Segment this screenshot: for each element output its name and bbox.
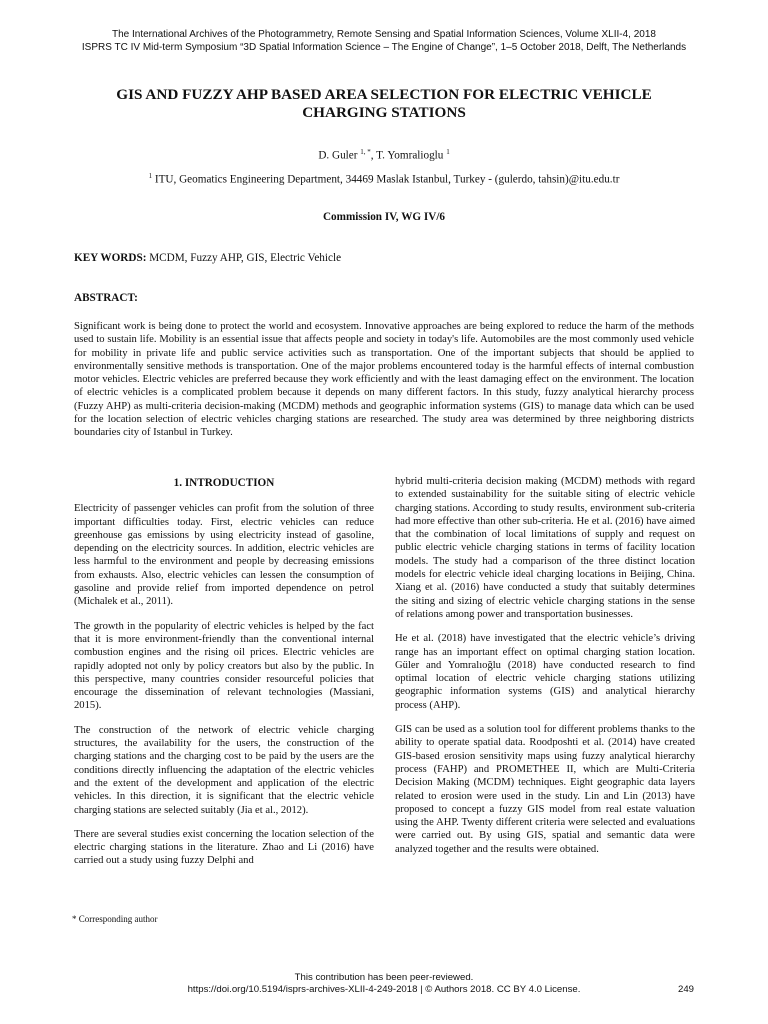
keywords-text: MCDM, Fuzzy AHP, GIS, Electric Vehicle <box>149 252 342 264</box>
abstract-heading: ABSTRACT: <box>74 292 138 304</box>
page-number: 249 <box>678 984 695 995</box>
running-header-line1: The International Archives of the Photogrammetry, Remote Sensing and Spatial Information Sciences, Volume XLII-4, 2018 <box>111 29 656 40</box>
section-heading-introduction: 1. INTRODUCTION <box>173 477 275 489</box>
author-line <box>0 148 768 162</box>
abstract-text: Significant work is being done to protect the world and ecosystem. Innovative approaches are being explored to reduce the harm of the methods used to sustain life. Mobility is an essential issue that affects people and society in today's life. Automobiles are the most commonly used vehicle for mobility in private life and public service activities such as transportation. One of the important subjects that should be applied to environmentally sensitive methods is transportation. One of the major problems encountered today is the harmful effects of internal combustion motor vehicles. Electric vehicles are preferred because they work efficiently and with the least damaging effect on the environment. The location of electric vehicles is a complicated problem because it depends on many different factors. In this study, fuzzy analytical hierarchy process (Fuzzy AHP) as multi-criteria decision-making (MCDM) methods and geographic information systems (GIS) to manage data which can be used for the location selection of electric vehicles charging stations are researched. The study area was determined by three neighboring districts boundaries city of Istanbul in Turkey. <box>74 321 694 439</box>
paragraph: The growth in the popularity of electric vehicles is helped by the fact that it is more environment-friendly than the conventional internal combustion engines and the rising oil prices. Electric vehicles are rapidly adopted not only by policy creators but also by the public. In this perspective, many countries consider resourceful policies that encourage the dissemination of relevant technologies (Massiani, 2015). <box>74 620 374 712</box>
author-separator: , T. Yomralioglu <box>370 149 444 162</box>
affiliation-line <box>0 172 768 186</box>
paragraph: He et al. (2018) have investigated that the electric vehicle’s driving range has an important effect on optimal charging station location. Güler and Yomralıoğlu (2018) have conducted research to find optimal location of electric vehicle charging stations utilizing geographic information systems (GIS) and analytical hierarchy process (AHP). <box>395 633 695 711</box>
author-affiliation-marker: 1, * <box>360 148 371 156</box>
affiliation-text: ITU, Geomatics Engineering Department, 34469 Maslak Istanbul, Turkey - (gulerdo, tahsin)@itu.edu.tr <box>154 173 620 186</box>
paragraph: GIS can be used as a solution tool for different problems thanks to the ability to operate spatial data. Roodposhti et al. (2014) have created GIS-based erosion sensitivity maps using fuzzy analytical hierarchy process (FAHP) and PROMETHEE II, which are Multi-Criteria Decision Making (MCDM) techniques. Eight geographic data layers related to erosion were used in the study. Lin and Lin (2013) have proposed to concept a fuzzy GIS model from real estate valuation using the AHP. Twenty different criteria were selected and evaluations were carried out. By using GIS, spatial and semantic data were analyzed together and the results were obtained. <box>395 724 695 855</box>
footnote-corresponding-author: * Corresponding author <box>72 914 158 924</box>
paragraph: Electricity of passenger vehicles can profit from the solution of three important difficulties today. First, electric vehicles can reduce greenhouse gas emissions by using electricity instead of gasoline, depending on the electricity sources. In addition, electric vehicles are less harmful to the environment and people by decreasing emissions from exhausts. Also, electric vehicles can lessen the consumption of gasoline and provide relief from imported dependence on petrol (Michalek et al., 2011). <box>74 503 374 608</box>
author-affiliation-marker: 1 <box>446 148 450 156</box>
right-column <box>395 475 695 867</box>
left-column <box>74 477 374 879</box>
keywords-line <box>74 252 341 264</box>
commission-line: Commission IV, WG IV/6 <box>322 211 446 223</box>
paragraph: hybrid multi-criteria decision making (MCDM) methods with regard to extended sustainability for the suitable siting of electric vehicle charging stations. According to study results, environment sub-criteria had more effective than other sub-criteria. He et al. (2016) have aimed that the combination of local limitations of supply and request on public electric vehicle charging stations in terms of facility location models. The study had a comparison of the three distinct location models for electric vehicle ideal charging locations in Beijing, China. Xiang et al. (2016) have conducted a study that suitably determines the siting and sizing of electric vehicle charging stations in the sense of relations among power and transportation businesses. <box>395 476 695 620</box>
footer-peer-review: This contribution has been peer-reviewed. <box>294 972 474 983</box>
affiliation-marker: 1 <box>148 172 153 180</box>
paper-title: GIS AND FUZZY AHP BASED AREA SELECTION FOR ELECTRIC VEHICLE CHARGING STATIONS <box>116 86 652 121</box>
paragraph: There are several studies exist concerning the location selection of the electric charging stations in the literature. Zhao and Li (2016) have carried out a study using fuzzy Delphi and <box>74 828 374 867</box>
running-header-line2: ISPRS TC IV Mid-term Symposium “3D Spatial Information Science – The Engine of Change”, 1–5 October 2018, Delft, The Netherlands <box>81 42 687 53</box>
author-name: D. Guler <box>318 149 358 162</box>
paragraph: The construction of the network of electric vehicle charging structures, the availability for the users, the construction of the charging stations and the charging cost to be paid by the users are the conditions directly influencing the adaptation of the electric vehicles and the extent of the development and application of the electric vehicles. In this direction, it is significant that the electric vehicle charging stations are selected suitably (Jia et al., 2012). <box>74 724 374 816</box>
footer-doi-license: https://doi.org/10.5194/isprs-archives-XLII-4-249-2018 | © Authors 2018. CC BY 4.0 License. <box>187 984 581 995</box>
keywords-label: KEY WORDS: <box>74 252 147 264</box>
